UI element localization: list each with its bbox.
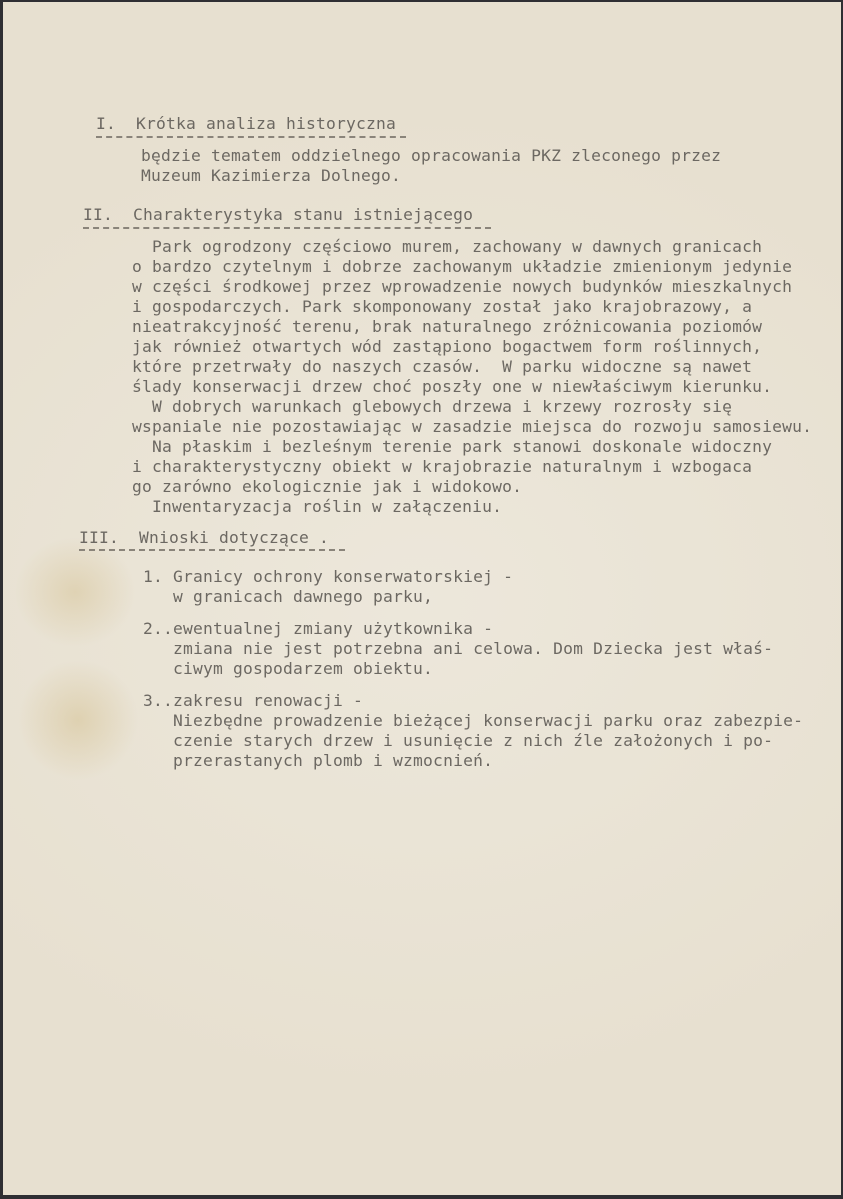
section-1-line: Muzeum Kazimierza Dolnego. xyxy=(141,166,402,185)
section-1-underline xyxy=(96,136,406,138)
section-2-line: Inwentaryzacja roślin w załączeniu. xyxy=(132,497,503,516)
section-3-heading: III. Wnioski dotyczące . xyxy=(79,528,330,547)
section-2-line: jak również otwartych wód zastąpiono bogactwem form roślinnych, xyxy=(132,337,763,356)
section-2-line: w części środkowej przez wprowadzenie nowych budynków mieszkalnych xyxy=(132,277,793,296)
section-2-heading: II. Charakterystyka stanu istniejącego xyxy=(83,205,474,224)
section-2-line: i charakterystyczny obiekt w krajobrazie naturalnym i wzbogaca xyxy=(132,457,753,476)
conclusion-item-3-line: Niezbędne prowadzenie bieżącej konserwacji parku oraz zabezpie- xyxy=(143,711,804,730)
conclusion-item-3-line: czenie starych drzew i usunięcie z nich źle założonych i po- xyxy=(143,731,774,750)
section-2-line: i gospodarczych. Park skomponowany został jako krajobrazowy, a xyxy=(132,297,753,316)
section-2-line: które przetrwały do naszych czasów. W parku widoczne są nawet xyxy=(132,357,753,376)
conclusion-item-1-line: w granicach dawnego parku, xyxy=(143,587,434,606)
section-2-line: go zarówno ekologicznie jak i widokowo. xyxy=(132,477,523,496)
section-2-line: Na płaskim i bezleśnym terenie park stanowi doskonale widoczny xyxy=(132,437,773,456)
section-2-line: nieatrakcyjność terenu, brak naturalnego zróżnicowania poziomów xyxy=(132,317,763,336)
section-2-line: Park ogrodzony częściowo murem, zachowany w dawnych granicach xyxy=(132,237,763,256)
conclusion-item-2-line: ciwym gospodarzem obiektu. xyxy=(143,659,434,678)
conclusion-item-3-line: przerastanych plomb i wzmocnień. xyxy=(143,751,494,770)
section-2-underline xyxy=(83,227,491,229)
section-2-line: o bardzo czytelnym i dobrze zachowanym układzie zmienionym jedynie xyxy=(132,257,793,276)
conclusion-item-2-line: zmiana nie jest potrzebna ani celowa. Dom Dziecka jest właś- xyxy=(143,639,774,658)
conclusion-item-1-line: 1. Granicy ochrony konserwatorskiej - xyxy=(143,567,514,586)
section-1-line: będzie tematem oddzielnego opracowania PKZ zleconego przez xyxy=(141,146,722,165)
section-1-heading: I. Krótka analiza historyczna xyxy=(96,114,397,133)
conclusion-item-3-line: 3..zakresu renowacji - xyxy=(143,691,364,710)
section-2-line: wspaniale nie pozostawiając w zasadzie miejsca do rozwoju samosiewu. xyxy=(132,417,813,436)
conclusion-item-2-line: 2..ewentualnej zmiany użytkownika - xyxy=(143,619,494,638)
document-page xyxy=(3,2,841,1195)
section-3-underline xyxy=(79,549,345,551)
section-2-line: W dobrych warunkach glebowych drzewa i krzewy rozrosły się xyxy=(132,397,733,416)
section-2-line: ślady konserwacji drzew choć poszły one w niewłaściwym kierunku. xyxy=(132,377,773,396)
